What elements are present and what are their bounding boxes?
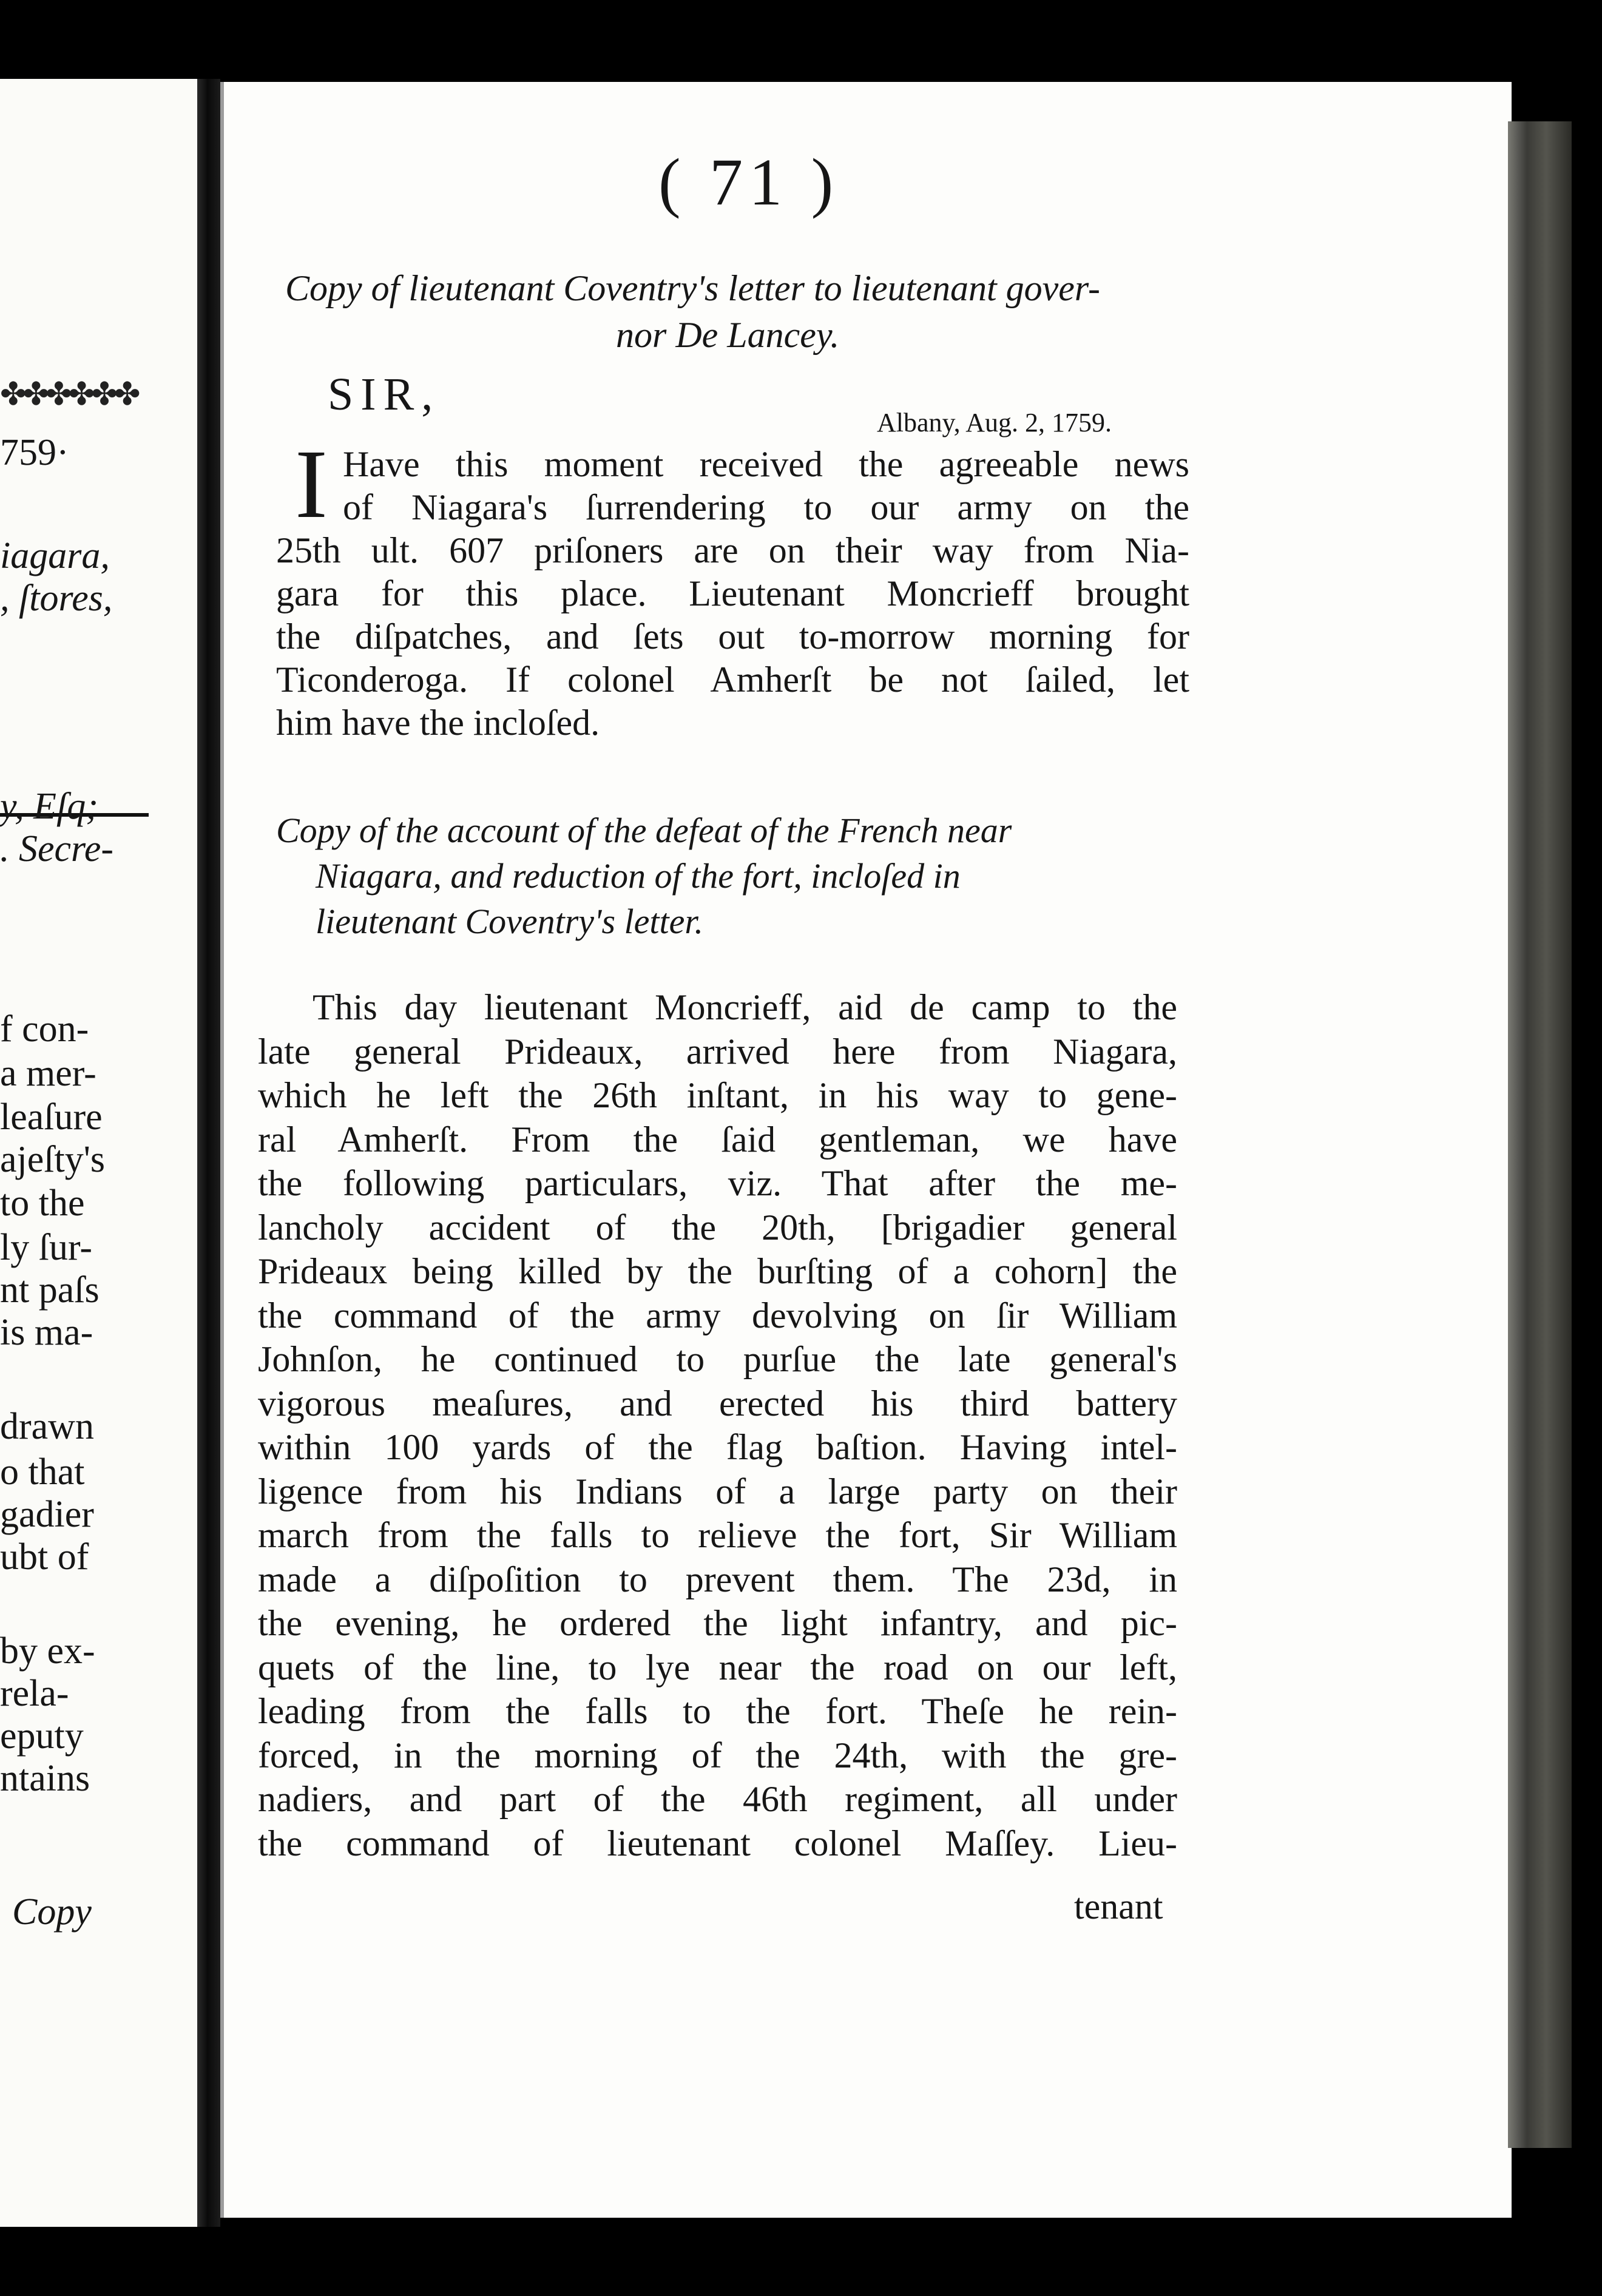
account-line: the following particulars, viz. That after the me- [258,1165,1177,1203]
account-line: made a diſpoſition to prevent them. The 23d, in [258,1561,1177,1599]
left-page-line: ajeſty's [0,1139,106,1180]
left-page-line: leaſure [0,1096,103,1138]
account-heading-line-3: lieutenant Coventry's letter. [316,902,703,941]
page-number: ( 71 ) [658,145,840,219]
account-line: which he left the 26th inſtant, in his way to gene- [258,1077,1177,1115]
left-page-line: , ſtores, [0,578,113,619]
account-heading-line-1: Copy of the account of the defeat of the French near [276,811,1012,850]
left-page-line: f con- [0,1008,89,1050]
book-gutter [197,79,220,2227]
left-page-line: ubt of [0,1536,89,1578]
account-line: leading from the falls to the fort. Theſe he rein- [258,1693,1177,1731]
letter-line: Ticonderoga. If colonel Amherſt be not ſailed, let [276,661,1189,700]
account-line: within 100 yards of the flag baſtion. Having intel- [258,1429,1177,1467]
letter-heading-line-1: Copy of lieutenant Coventry's letter to lieutenant gover- [285,268,1100,308]
left-page-line: . Secre- [0,828,114,869]
letter-line: Have this moment received the agreeable news [343,446,1189,484]
account-line: ral Amherſt. From the ſaid gentleman, we have [258,1121,1177,1160]
left-page-line: nt paſs [0,1269,100,1311]
left-page-line: by ex- [0,1630,95,1672]
account-line: vigorous meaſures, and erected his third battery [258,1385,1177,1423]
left-page-line: 759· [0,432,69,473]
account-line: the command of lieutenant colonel Maſſey. Lieu- [258,1825,1177,1863]
account-line: march from the falls to relieve the fort, Sir William [258,1517,1177,1555]
catchword: tenant [1074,1886,1163,1926]
left-page-line: gadier [0,1494,94,1535]
letter-line: gara for this place. Lieutenant Moncrieff brought [276,575,1189,613]
page-edge-stack [1508,121,1572,2148]
left-page-line: y, Eſq; [0,786,98,827]
letter-heading-line-2: nor De Lancey. [616,315,840,355]
account-line: the evening, he ordered the light infantry, and pic- [258,1605,1177,1643]
left-page-line: o that [0,1451,85,1493]
left-page-line: a mer- [0,1053,96,1094]
letter-line: him have the incloſed. [276,704,600,743]
dateline: Albany, Aug. 2, 1759. [877,408,1112,437]
left-page-line: is ma- [0,1312,93,1353]
account-line: ligence from his Indians of a large party on their [258,1473,1177,1511]
salutation: SIR, [328,369,441,420]
left-page-line: ntains [0,1758,90,1799]
left-page-line: Copy [12,1891,92,1933]
left-facing-page [0,79,197,2227]
left-page-line: eputy [0,1715,84,1757]
ornament-divider: ✤✤✤✤✤✤ [0,377,137,411]
account-line: nadiers, and part of the 46th regiment, all under [258,1781,1177,1819]
account-line: This day lieutenant Moncrieff, aid de camp to the [313,989,1177,1027]
account-line: forced, in the morning of the 24th, with the gre- [258,1737,1177,1775]
left-page-line: iagara, [0,535,110,576]
account-heading-line-2: Niagara, and reduction of the fort, incloſed in [316,856,961,896]
letter-line: of Niagara's ſurrendering to our army on the [343,489,1189,527]
account-line: quets of the line, to lye near the road on our left, [258,1649,1177,1687]
account-line: lancholy accident of the 20th, [brigadier general [258,1209,1177,1248]
left-page-line: drawn [0,1406,94,1447]
left-page-line: to the [0,1183,85,1224]
letter-line: 25th ult. 607 priſoners are on their way from Nia- [276,532,1189,570]
account-line: late general Prideaux, arrived here from Niagara, [258,1033,1177,1072]
account-line: Johnſon, he continued to purſue the late general's [258,1341,1177,1379]
letter-line: the diſpatches, and ſets out to-morrow morning for [276,618,1189,657]
left-page-line: ly ſur- [0,1227,93,1268]
left-page-line: rela- [0,1673,69,1714]
drop-capital: I [295,430,328,539]
account-line: Prideaux being killed by the burſting of a cohorn] the [258,1253,1177,1291]
account-line: the command of the army devolving on ſir William [258,1297,1177,1335]
